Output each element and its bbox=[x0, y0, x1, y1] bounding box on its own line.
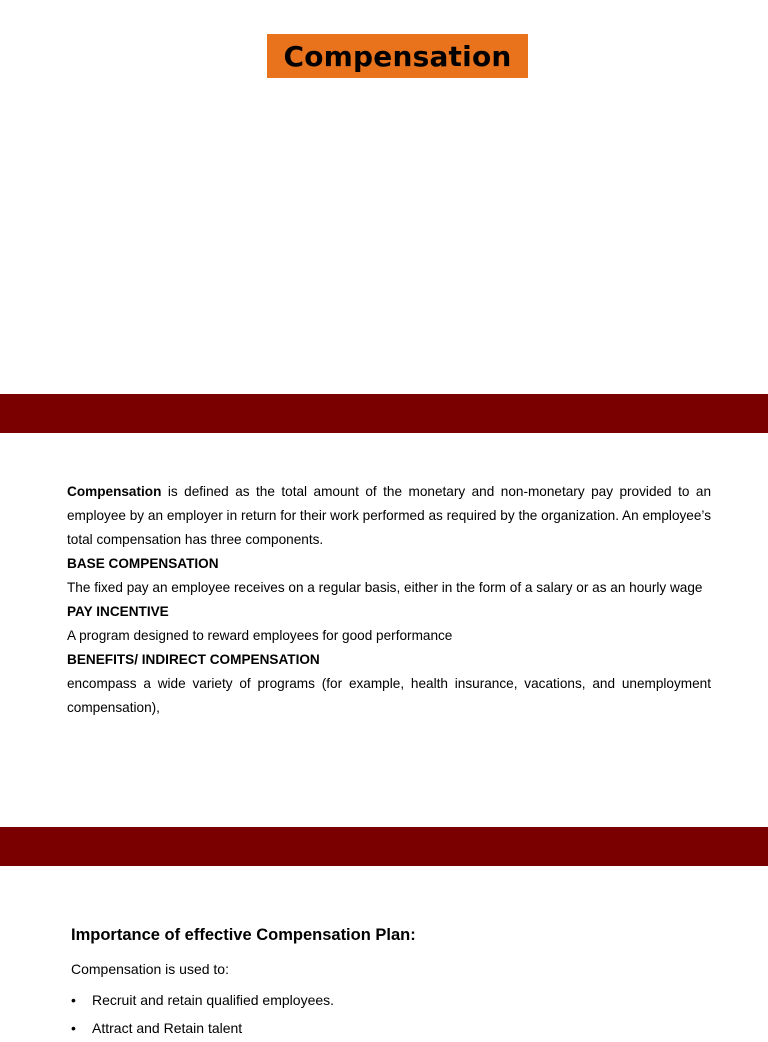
definition-term: Compensation bbox=[67, 484, 162, 499]
section-heading-incentive: PAY INCENTIVE bbox=[67, 604, 169, 619]
importance-section bbox=[71, 922, 711, 1042]
importance-title: Importance of effective Compensation Plan: bbox=[71, 926, 416, 944]
importance-bullet-list bbox=[71, 986, 711, 1042]
section-body-benefits: encompass a wide variety of programs (for example, health insurance, vacations, and unemployment compensation), bbox=[67, 676, 711, 715]
section-heading-base: BASE COMPENSATION bbox=[67, 556, 219, 571]
page-title: Compensation bbox=[283, 39, 512, 73]
bullet-icon: • bbox=[71, 1020, 76, 1036]
importance-intro: Compensation is used to: bbox=[71, 961, 229, 977]
list-item-text: Attract and Retain talent bbox=[92, 1020, 243, 1036]
bullet-icon: • bbox=[71, 992, 76, 1008]
list-item bbox=[71, 1014, 711, 1042]
section-heading-benefits: BENEFITS/ INDIRECT COMPENSATION bbox=[67, 652, 320, 667]
definition-paragraph bbox=[67, 480, 711, 552]
slide-separator-2 bbox=[0, 827, 768, 866]
definition-text: is defined as the total amount of the monetary and non-monetary pay provided to an employee by an employer in return for their work performed as required by the organization. An employee’s total compensation has three components. bbox=[67, 484, 711, 547]
slide-separator-1 bbox=[0, 394, 768, 433]
section-body-incentive: A program designed to reward employees for good performance bbox=[67, 628, 453, 643]
list-item-text: Recruit and retain qualified employees. bbox=[92, 992, 335, 1008]
section-body-base: The fixed pay an employee receives on a regular basis, either in the form of a salary or as an hourly wage bbox=[67, 580, 703, 595]
list-item bbox=[71, 986, 711, 1014]
title-banner bbox=[267, 34, 528, 78]
definition-section bbox=[67, 480, 711, 720]
